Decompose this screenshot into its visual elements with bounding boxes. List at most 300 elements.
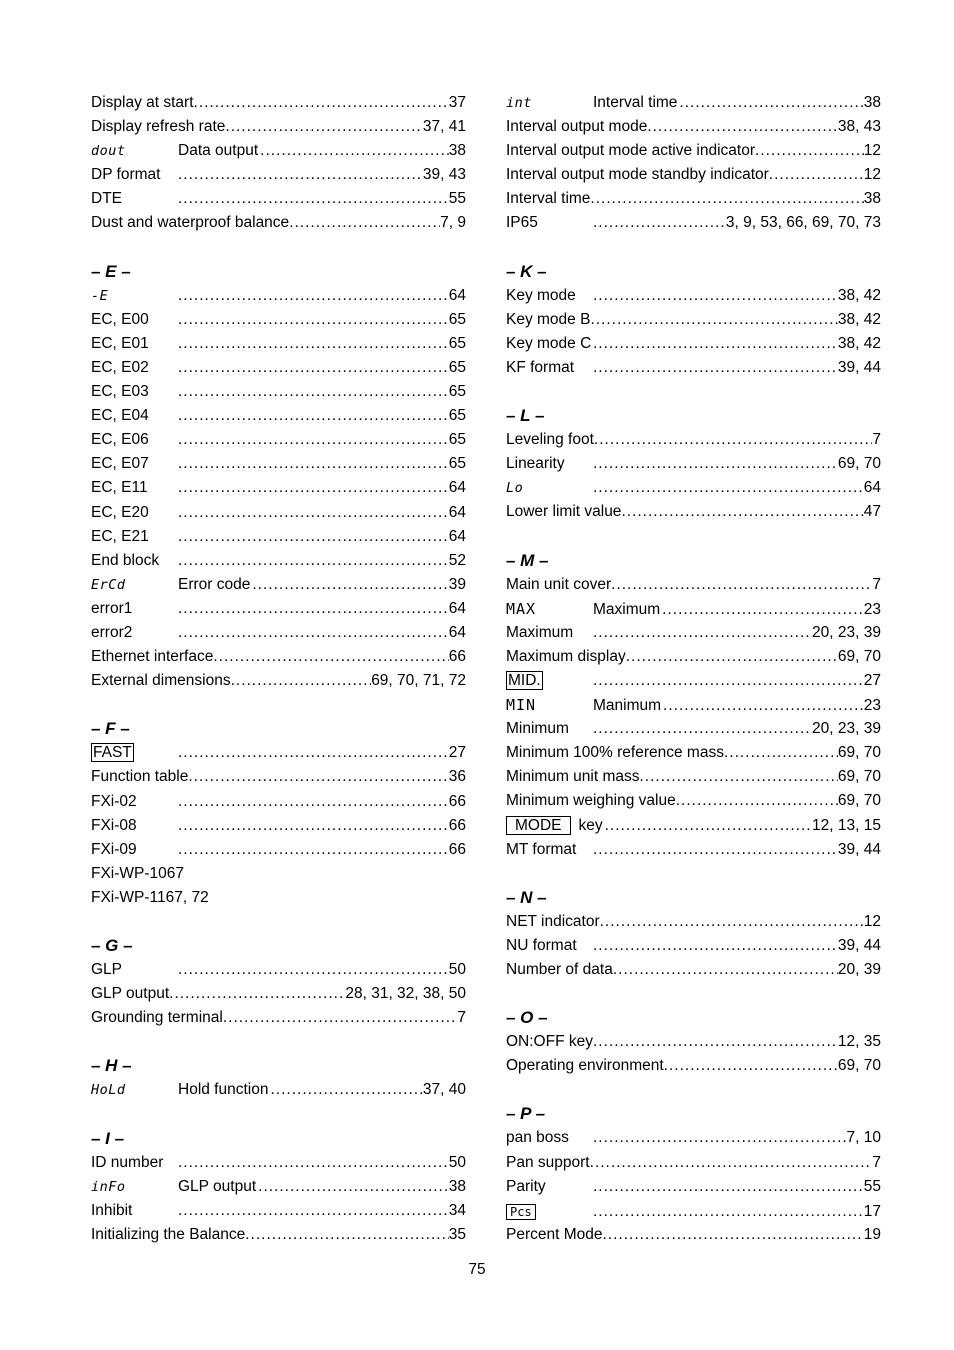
leader-dots — [676, 789, 838, 813]
display-code-symbol: Lo — [506, 480, 524, 497]
leader-dots — [613, 958, 838, 982]
leader-dots — [593, 1030, 838, 1054]
page-reference: 65 — [448, 431, 466, 449]
section-heading: – K – — [506, 261, 547, 281]
index-term: EC, E11 — [91, 479, 148, 497]
index-entry — [506, 163, 881, 187]
display-code-symbol: dout — [91, 143, 126, 160]
leader-dots — [594, 428, 872, 452]
page-reference: 20, 39 — [837, 961, 881, 978]
index-term: NET indicator — [506, 912, 600, 930]
key-label-wrap — [91, 741, 178, 765]
index-entry — [506, 934, 881, 958]
page-reference: 69, 70 — [837, 744, 881, 762]
leader-dots — [640, 765, 838, 789]
index-entry — [91, 284, 466, 308]
page-reference: 38, 42 — [837, 334, 881, 352]
index-entry — [91, 1175, 466, 1199]
index-entry — [506, 645, 881, 669]
page-reference: 7, 10 — [846, 1129, 881, 1147]
page-reference: 65 — [448, 455, 466, 473]
index-term: Interval time — [506, 190, 591, 208]
index-entry — [506, 500, 881, 524]
leader-dots — [593, 669, 864, 693]
leader-dots — [664, 1054, 838, 1078]
index-term-description: Data output — [178, 142, 259, 160]
page-reference: 69, 70 — [837, 455, 881, 473]
leader-dots — [593, 1200, 864, 1224]
key-label-box: FAST — [93, 744, 132, 762]
index-entry — [506, 741, 881, 765]
index-entry — [91, 982, 466, 1006]
leader-dots — [679, 91, 863, 115]
page-reference: 65 — [448, 407, 466, 425]
key-label-wrap — [506, 669, 593, 693]
index-entry — [506, 187, 881, 211]
page-reference: 38 — [863, 94, 881, 111]
page-reference: 20, 23, 39 — [812, 623, 881, 641]
index-entry — [91, 645, 466, 669]
lcd-symbol-box: Pcs — [506, 1204, 536, 1220]
leader-dots — [663, 694, 864, 718]
page-reference: 23 — [863, 600, 881, 618]
index-term: Function table — [91, 768, 189, 786]
page-reference: 64 — [448, 286, 466, 304]
index-entry — [91, 356, 466, 380]
leader-dots — [178, 790, 449, 814]
page-reference: 64 — [863, 479, 881, 497]
index-term-description: GLP output — [178, 1177, 257, 1195]
index-entry — [91, 525, 466, 549]
leader-dots — [178, 549, 449, 573]
index-entry — [506, 1199, 881, 1223]
index-entry — [506, 1223, 881, 1247]
page-reference: 65 — [448, 334, 466, 352]
leader-dots — [188, 765, 448, 789]
page-reference: 39 — [448, 575, 466, 593]
index-entry — [506, 428, 881, 452]
page-reference: 69, 70 — [837, 1057, 881, 1075]
index-term-description: Maximum — [593, 600, 661, 618]
key-label-wrap — [506, 814, 571, 838]
segment-display-symbol — [506, 1199, 593, 1224]
leader-dots — [178, 428, 449, 452]
section-heading: – H – — [91, 1056, 132, 1076]
leader-dots — [724, 741, 838, 765]
page-reference: 64 — [448, 527, 466, 545]
index-term-description: Interval time — [593, 94, 678, 111]
index-entry — [506, 139, 881, 163]
leader-dots — [289, 211, 440, 235]
leader-dots — [590, 308, 837, 332]
page-reference: 23 — [863, 697, 881, 715]
key-label-box: MODE — [506, 816, 571, 835]
index-entry — [506, 1030, 881, 1054]
index-entry — [506, 958, 881, 982]
index-term: Interval output mode standby indicator — [506, 166, 769, 184]
index-term: Interval output mode — [506, 118, 648, 136]
index-term: Minimum — [506, 720, 569, 738]
page-reference: 69, 70 — [837, 792, 881, 810]
page-reference: 12 — [863, 142, 881, 160]
page-reference: 65 — [448, 358, 466, 376]
leader-dots — [590, 187, 863, 211]
page-reference: 39, 44 — [837, 840, 881, 858]
leader-dots — [755, 139, 864, 163]
leader-dots — [178, 838, 449, 862]
page-reference: 55 — [448, 190, 466, 208]
key-label-box: MID. — [508, 671, 541, 689]
segment-display-symbol: MIN — [506, 696, 537, 715]
index-term: Number of data — [506, 961, 613, 978]
page-reference: 38, 43 — [837, 118, 881, 136]
index-entry — [91, 1006, 466, 1030]
index-term: Ethernet interface — [91, 648, 214, 666]
index-term: NU format — [506, 936, 577, 954]
section-heading: – I – — [91, 1128, 125, 1148]
index-term: ON:OFF key — [506, 1033, 593, 1051]
index-term: Key mode C — [506, 334, 592, 352]
index-entry — [91, 790, 466, 814]
index-term: FXi-WP-1067 — [91, 864, 185, 882]
index-entry — [91, 1199, 466, 1223]
leader-dots — [611, 573, 872, 597]
index-entry — [91, 115, 466, 139]
leader-dots — [593, 284, 838, 308]
leader-dots — [178, 380, 449, 404]
page-reference: 7 — [457, 1009, 466, 1027]
page-reference: 7 — [872, 575, 881, 593]
index-term: Linearity — [506, 455, 565, 473]
leader-dots — [245, 1223, 449, 1247]
leader-dots — [178, 621, 449, 645]
page-reference: 20, 23, 39 — [812, 720, 881, 738]
index-term: EC, E01 — [91, 334, 149, 352]
index-term: Display at start — [91, 94, 194, 111]
page-reference: 35 — [448, 1225, 466, 1243]
page-reference: 50 — [448, 961, 466, 979]
page-reference: 37, 41 — [422, 118, 466, 136]
leader-dots — [605, 814, 812, 838]
page-reference: 38, 42 — [837, 310, 881, 328]
page-reference: 27 — [863, 671, 881, 689]
index-term: FXi-02 — [91, 792, 137, 810]
page-reference: 66 — [448, 792, 466, 810]
page-reference: 39, 44 — [837, 936, 881, 954]
index-term: Interval output mode active indicator — [506, 142, 755, 160]
page-reference: 64 — [448, 479, 466, 497]
index-entry — [91, 669, 466, 693]
index-entry — [91, 621, 466, 645]
index-entry — [91, 597, 466, 621]
index-term-description: Hold function — [178, 1081, 269, 1099]
page-reference: 64 — [448, 623, 466, 641]
page-reference: 12 — [863, 912, 881, 930]
leader-dots — [593, 1175, 864, 1199]
index-term: Pan support — [506, 1153, 590, 1171]
page-reference: 37, 40 — [422, 1081, 466, 1099]
index-term: EC, E04 — [91, 407, 149, 425]
page-reference: 28, 31, 32, 38, 50 — [345, 985, 466, 1003]
page-reference: 7, 9 — [440, 214, 466, 232]
page-number: 75 — [468, 1261, 486, 1278]
index-entry — [506, 476, 881, 500]
page-reference: 52 — [448, 551, 466, 569]
index-term: EC, E20 — [91, 503, 149, 521]
page-reference: 64 — [448, 599, 466, 617]
index-term: Leveling foot — [506, 431, 594, 449]
index-entry — [91, 1223, 466, 1247]
index-entry — [506, 597, 881, 621]
page-reference: 38 — [448, 1177, 466, 1195]
page-reference: 39, 43 — [422, 166, 466, 184]
index-entry — [91, 476, 466, 500]
leader-dots — [593, 211, 726, 235]
index-entry — [506, 1126, 881, 1150]
index-entry — [506, 284, 881, 308]
index-term: Key mode — [506, 286, 576, 304]
leader-dots — [593, 717, 812, 741]
index-entry — [91, 1151, 466, 1175]
leader-dots — [178, 501, 449, 525]
page-reference: 19 — [863, 1225, 881, 1243]
display-code-symbol: int — [506, 95, 532, 111]
page-reference: 69, 70 — [837, 647, 881, 665]
index-term: Minimum weighing value — [506, 792, 676, 810]
index-entry — [506, 91, 881, 115]
index-term: DTE — [91, 190, 122, 208]
leader-dots — [178, 452, 449, 476]
index-term: ID number — [91, 1153, 164, 1171]
segment-display-symbol: MAX — [506, 599, 537, 618]
leader-dots — [178, 741, 449, 765]
index-term: EC, E21 — [91, 527, 149, 545]
leader-dots — [223, 1006, 458, 1030]
index-term: Lower limit value — [506, 503, 622, 521]
leader-dots — [603, 1223, 864, 1247]
leader-dots — [178, 163, 423, 187]
leader-dots — [178, 525, 449, 549]
page-reference: 69, 70, 71, 72 — [371, 672, 466, 690]
section-heading: – N – — [506, 887, 547, 907]
section-heading: – F – — [91, 719, 130, 739]
section-heading: – G – — [91, 936, 133, 955]
index-column-left — [91, 91, 466, 1247]
index-entry — [91, 814, 466, 838]
index-entry — [506, 621, 881, 645]
index-entry — [91, 838, 466, 862]
index-entry — [506, 573, 881, 597]
leader-dots — [769, 163, 864, 187]
index-term: KF format — [506, 358, 575, 376]
leader-dots — [178, 476, 449, 500]
index-term: FXi-09 — [91, 840, 137, 858]
leader-dots — [593, 332, 838, 356]
page-reference: 34 — [448, 1201, 466, 1219]
leader-dots — [593, 452, 838, 476]
index-entry — [506, 356, 881, 380]
leader-dots — [647, 115, 838, 139]
index-term: error2 — [91, 623, 133, 641]
index-term: FXi-08 — [91, 816, 137, 834]
page-reference: 65 — [448, 383, 466, 401]
index-term: MT format — [506, 840, 577, 858]
index-entry — [506, 211, 881, 235]
index-term: Main unit cover — [506, 575, 612, 593]
index-entry — [91, 404, 466, 428]
leader-dots — [178, 958, 449, 982]
page-reference: 64 — [448, 503, 466, 521]
index-term: pan boss — [506, 1129, 569, 1147]
page-reference: 65 — [448, 310, 466, 328]
leader-dots — [626, 645, 838, 669]
page-reference: 17 — [863, 1202, 881, 1220]
section-heading: – P – — [506, 1104, 546, 1124]
index-entry — [506, 115, 881, 139]
leader-dots — [178, 1199, 449, 1223]
leader-dots — [252, 573, 448, 597]
index-entry — [506, 669, 881, 693]
leader-dots — [178, 308, 449, 332]
index-term: Minimum unit mass — [506, 768, 640, 786]
leader-dots — [225, 115, 423, 139]
index-term: GLP output — [91, 985, 170, 1003]
index-entry — [506, 452, 881, 476]
index-term: error1 — [91, 599, 133, 617]
leader-dots — [178, 1151, 449, 1175]
leader-dots — [178, 332, 449, 356]
index-term: Key mode B — [506, 310, 591, 328]
display-code-symbol: -E — [91, 287, 109, 304]
index-term: Maximum — [506, 623, 574, 641]
leader-dots — [593, 1126, 847, 1150]
leader-dots — [270, 1078, 422, 1102]
index-entry — [91, 958, 466, 982]
page-reference: 7 — [872, 1153, 881, 1171]
index-term: Maximum display — [506, 647, 626, 665]
index-entry — [91, 332, 466, 356]
leader-dots — [169, 982, 345, 1006]
leader-dots — [621, 500, 863, 524]
index-entry — [506, 717, 881, 741]
index-term-description: key — [578, 816, 603, 834]
index-term: EC, E06 — [91, 431, 149, 449]
page-reference: 38 — [448, 142, 466, 160]
leader-dots — [178, 284, 449, 308]
index-entry — [506, 789, 881, 813]
index-entry — [91, 91, 466, 115]
index-term: EC, E03 — [91, 383, 149, 401]
index-term: Initializing the Balance — [91, 1225, 246, 1243]
display-code-symbol: inFo — [91, 1178, 126, 1195]
section-heading: – O – — [506, 1008, 548, 1028]
index-term: Inhibit — [91, 1201, 133, 1219]
index-entry — [506, 765, 881, 789]
index-entry — [506, 814, 881, 838]
index-term: External dimensions — [91, 672, 231, 690]
display-code-symbol: ErCd — [91, 576, 126, 593]
index-entry — [91, 452, 466, 476]
index-entry — [91, 187, 466, 211]
index-term: EC, E07 — [91, 455, 149, 473]
page-reference: 50 — [448, 1153, 466, 1171]
leader-dots — [260, 139, 449, 163]
section-heading: – M – — [506, 550, 549, 570]
index-entry — [91, 139, 466, 163]
leader-dots — [593, 621, 812, 645]
index-entry — [91, 549, 466, 573]
index-term: DP format — [91, 166, 161, 184]
index-entry — [91, 886, 466, 910]
page-reference: 3, 9, 53, 66, 69, 70, 73 — [725, 214, 881, 232]
leader-dots — [178, 187, 449, 211]
index-entry — [91, 765, 466, 789]
page-reference: 66 — [448, 648, 466, 666]
page-reference: 39, 44 — [837, 358, 881, 376]
page-reference: 38 — [863, 190, 881, 208]
leader-dots — [593, 838, 838, 862]
section-heading: – L – — [506, 406, 545, 426]
leader-dots — [593, 476, 864, 500]
index-entry — [506, 693, 881, 717]
leader-dots — [593, 934, 838, 958]
index-term: Dust and waterproof balance — [91, 214, 290, 232]
index-term: FXi-WP-1167, 72 — [91, 888, 209, 906]
index-term: Parity — [506, 1177, 546, 1195]
leader-dots — [194, 91, 449, 115]
index-entry — [91, 501, 466, 525]
page-reference: 38, 42 — [837, 286, 881, 304]
index-term: Minimum 100% reference mass — [506, 744, 724, 762]
leader-dots — [590, 1151, 873, 1175]
index-term: GLP — [91, 961, 123, 979]
page-reference: 27 — [448, 744, 466, 762]
index-column-right — [506, 91, 881, 1247]
leader-dots — [231, 669, 372, 693]
index-entry — [506, 910, 881, 934]
page-reference: 36 — [448, 768, 466, 786]
page-reference: 12, 35 — [837, 1033, 881, 1051]
page-reference: 55 — [863, 1177, 881, 1195]
index-entry — [506, 1151, 881, 1175]
leader-dots — [258, 1175, 449, 1199]
page-reference: 66 — [448, 840, 466, 858]
index-entry — [506, 1054, 881, 1078]
index-entry — [91, 862, 466, 886]
index-term: IP65 — [506, 214, 538, 232]
page-reference: 12 — [863, 166, 881, 184]
index-entry — [91, 163, 466, 187]
index-term: End block — [91, 551, 160, 569]
index-entry — [506, 838, 881, 862]
index-entry — [91, 741, 466, 765]
display-code-symbol: HoLd — [91, 1082, 126, 1099]
index-entry — [91, 1078, 466, 1102]
index-entry — [506, 308, 881, 332]
leader-dots — [178, 404, 449, 428]
index-term: Grounding terminal — [91, 1009, 223, 1027]
index-entry — [506, 332, 881, 356]
leader-dots — [178, 356, 449, 380]
leader-dots — [178, 597, 449, 621]
leader-dots — [213, 645, 448, 669]
index-term-description: Manimum — [593, 697, 662, 715]
index-term: EC, E02 — [91, 358, 149, 376]
index-term-description: Error code — [178, 575, 251, 593]
page-reference: 69, 70 — [837, 768, 881, 786]
index-entry — [91, 380, 466, 404]
index-entry — [506, 1175, 881, 1199]
